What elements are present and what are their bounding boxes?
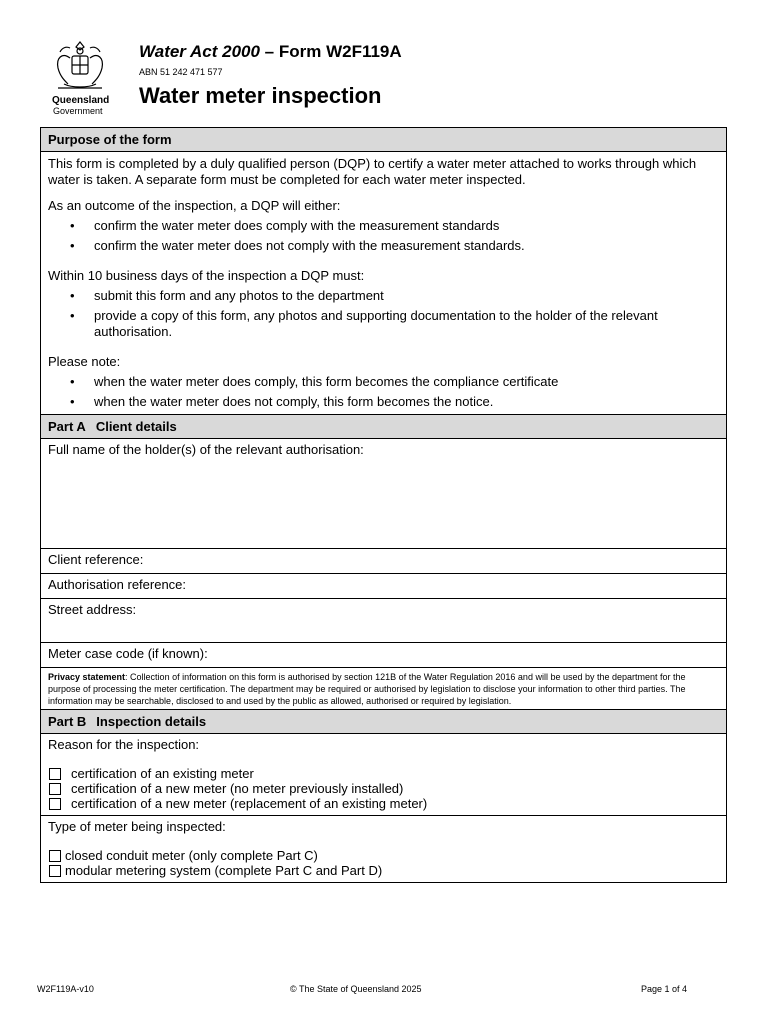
form-code: – Form W2F119A xyxy=(259,42,402,61)
outcome-lead: As an outcome of the inspection, a DQP will either: xyxy=(48,198,341,213)
checkbox[interactable] xyxy=(49,783,61,795)
checkbox[interactable] xyxy=(49,865,61,877)
outcome-list xyxy=(48,218,719,254)
inspection-form xyxy=(40,127,727,883)
part-a-title: Client details xyxy=(95,419,177,434)
meter-case-code-field[interactable] xyxy=(41,643,726,668)
client-reference-label: Client reference: xyxy=(48,552,144,567)
meter-type-group xyxy=(41,816,726,882)
list-item: • when the water meter does not comply, this form becomes the notice. xyxy=(48,394,719,410)
checkbox[interactable] xyxy=(49,850,61,862)
section-heading-part-b xyxy=(41,710,726,734)
part-b-label: Part B xyxy=(48,714,87,729)
option-label: closed conduit meter (only complete Part C) xyxy=(65,848,318,863)
form-title-line xyxy=(139,42,402,62)
type-option-modular[interactable] xyxy=(48,863,719,878)
privacy-text: : Collection of information on this form is authorised by section 121B of the Water Regulation 2016 and will be used by the department for the purpose of processing the meter certification. The department may be required or authorised by legislation to disclose your information to other third parties. The information may be searchable, disclosed to and used by the public as allowed, authorised or required by legislation. xyxy=(48,672,686,706)
list-item: • confirm the water meter does comply with the measurement standards xyxy=(48,218,719,234)
reason-option-replacement[interactable] xyxy=(48,796,719,811)
coat-of-arms-icon xyxy=(50,38,110,94)
queensland-government-logo xyxy=(44,38,118,118)
reason-label: Reason for the inspection: xyxy=(48,737,200,752)
footer-page-number: Page 1 of 4 xyxy=(641,984,688,994)
within-list xyxy=(48,288,719,340)
act-name: Water Act 2000 xyxy=(139,42,260,61)
holder-name-field[interactable] xyxy=(41,439,726,549)
purpose-section xyxy=(41,152,726,410)
logo-sub-text: Government xyxy=(53,106,103,116)
reason-option-new[interactable] xyxy=(48,781,719,796)
street-address-label: Street address: xyxy=(48,602,137,617)
list-item: • submit this form and any photos to the department xyxy=(48,288,719,304)
part-b-title: Inspection details xyxy=(96,714,207,729)
logo-brand-text: Queensland xyxy=(52,95,110,106)
list-item: • confirm the water meter does not comply with the measurement standards. xyxy=(48,238,719,254)
note-lead: Please note: xyxy=(48,354,121,369)
type-option-closed-conduit[interactable] xyxy=(48,848,719,863)
street-address-field[interactable] xyxy=(41,599,726,643)
privacy-statement xyxy=(41,668,726,710)
client-reference-field[interactable] xyxy=(41,549,726,574)
inspection-reason-group xyxy=(41,734,726,816)
option-label: certification of a new meter (no meter previously installed) xyxy=(71,781,404,796)
option-label: certification of a new meter (replacement of an existing meter) xyxy=(71,796,428,811)
option-label: certification of an existing meter xyxy=(71,766,254,781)
meter-case-code-label: Meter case code (if known): xyxy=(48,646,208,661)
list-item: • when the water meter does comply, this form becomes the compliance certificate xyxy=(48,374,719,390)
part-a-label: Part A xyxy=(48,419,86,434)
checkbox[interactable] xyxy=(49,798,61,810)
privacy-title: Privacy statement xyxy=(48,672,126,682)
purpose-intro: This form is completed by a duly qualified person (DQP) to certify a water meter attached to works through which water is taken. A separate form must be completed for each water meter inspected. xyxy=(48,156,697,187)
meter-type-label: Type of meter being inspected: xyxy=(48,819,226,834)
authorisation-reference-label: Authorisation reference: xyxy=(48,577,187,592)
note-list xyxy=(48,374,719,410)
reason-option-existing[interactable] xyxy=(48,766,719,781)
footer-doc-code: W2F119A-v10 xyxy=(37,984,94,994)
section-heading-purpose: Purpose of the form xyxy=(41,128,726,152)
within-lead: Within 10 business days of the inspection a DQP must: xyxy=(48,268,365,283)
authorisation-reference-field[interactable] xyxy=(41,574,726,599)
footer-copyright: © The State of Queensland 2025 xyxy=(290,984,422,994)
list-item: • provide a copy of this form, any photos and supporting documentation to the holder of the relevant authorisation. xyxy=(48,308,719,340)
holder-name-label: Full name of the holder(s) of the relevant authorisation: xyxy=(48,442,364,457)
page-title: Water meter inspection xyxy=(139,83,382,108)
checkbox[interactable] xyxy=(49,768,61,780)
section-heading-part-a xyxy=(41,414,726,439)
abn-number: ABN 51 242 471 577 xyxy=(139,67,223,77)
option-label: modular metering system (complete Part C and Part D) xyxy=(65,863,383,878)
